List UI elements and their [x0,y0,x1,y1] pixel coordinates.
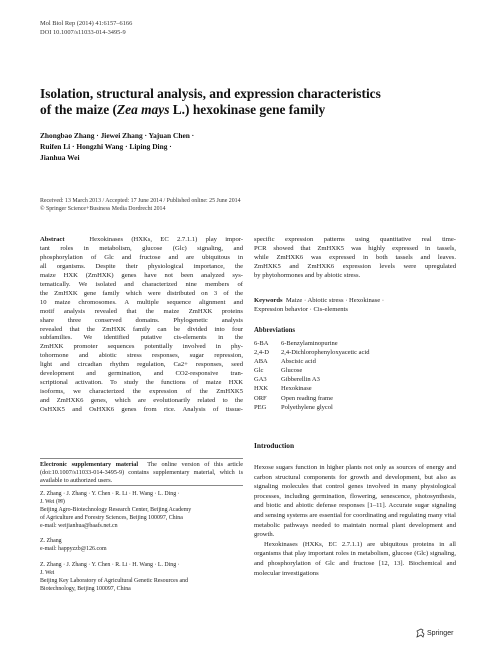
abstract-line: maize HXK (ZmHXK) genes have not been analyzed sys- [40,271,243,279]
authors-line: Zhongbao Zhang · Jiewei Zhang · Yajuan Chen · [40,131,195,140]
abstract-line: and ZmHXK6 genes, which are evolutionarily related to the [40,397,243,405]
abbreviation-row [254,384,369,393]
abbreviation-term: PEG [254,403,267,411]
dates-line: Received: 13 March 2013 / Accepted: 17 June 2014 / Published online: 25 June 2014 [40,198,241,204]
abbreviation-term: GA3 [254,376,267,384]
title-line-1: Isolation, structural analysis, and expression characteristics [40,86,381,101]
abbreviation-row [254,366,369,375]
title-text: of the maize ( [40,102,117,117]
abbreviation-definition: Open reading frame [281,394,333,402]
article-title [40,86,460,118]
abstract-line: light and circadian rhythm regulation, Ca2+ responses, seed [40,361,243,369]
abbreviations-heading: Abbreviations [254,327,296,334]
abstract-line: motif analysis revealed that the maize ZmHXK proteins [40,307,243,315]
abstract-line: subfamilies. We identified putative cis-elements in the [40,334,243,342]
abbreviation-row [254,403,369,412]
abstract-line: tant roles in metabolism, glucose (Glc) signaling, and [40,244,243,252]
keywords-text: Maize · Abiotic stress · Hexokinase · [285,297,385,304]
affiliation-names: J. Wei (✉) [40,498,65,505]
affiliation-institution: Beijing Key Laboratory of Agricultural Genetic Resources and [40,577,189,584]
abbreviation-term: ORF [254,394,267,402]
abstract-line: all organisms. Despite their physiological importance, the [40,262,243,270]
abstract-line: 10 maize chromosomes. A multiple sequence alignment and [40,298,243,306]
introduction-paragraph: Hexokinases (HXKs, EC 2.7.1.1) are ubiquitous proteins in all organisms that play important roles in metabolism, glucose (Glc) signaling, and phosphorylation of Glc and fructose [12, 13]. Biochemical and molecular investigations [254,540,456,577]
abstract-left-column [40,236,243,415]
abstract-line: share three conserved domains. Phylogenetic analysis [40,316,243,324]
abbreviation-row [254,375,369,384]
affiliation-block [40,491,243,531]
journal-citation: Mol Biol Rep (2014) 41:6157–6166 [40,20,133,27]
abbreviation-definition: Polyethylene glycol [281,403,333,411]
abstract-line: tematically. We isolated and characterized nine members of [40,280,243,288]
title-species: Zea mays [116,102,170,117]
springer-horse-icon [416,628,425,638]
abstract-line: scriptional activation. To study the functions of maize HXK [40,379,243,387]
introduction-paragraph: Hexose sugars function in higher plants not only as sources of energy and carbon structural components for growth and development, but also as signaling molecules that control genes involved in many physiological processes, including germination, flowering, senescence, photosynthesis, and biotic and abiotic defense responses [1–11]. Accurate sugar signaling and sensing systems are essential for coordinating and regulating many vital metabolic pathways needed to maintain normal plant development and growth. [254,464,456,539]
abstract-text: Hexokinases (HXKs, EC 2.7.1.1) play impor- [81,236,244,243]
publisher-name: Springer [426,629,454,637]
keywords-label: Keywords [254,297,283,304]
publication-dates [40,197,460,213]
affiliation-names: Z. Zhang · J. Zhang · Y. Chen · R. Li · H. Wang · L. Ding · [40,562,180,568]
abbreviation-definition: Abscisic acid [281,358,316,366]
title-line-2 [40,102,460,118]
keywords-text: Expression behavior · Cis-elements [254,306,348,313]
supplementary-label: Electronic supplementary material [40,461,139,468]
affiliation-names: Z. Zhang [40,538,62,544]
author-list [40,130,340,163]
abstract-line [40,236,243,245]
affiliation-institution: of Agriculture and Forestry Sciences, Beijing 100097, China [40,514,183,521]
abstract-line: PCR showed that ZmHXK5 was highly expressed in tassels, [254,244,456,252]
abbreviation-row [254,339,369,348]
abbreviation-row [254,357,369,366]
abstract-line: revealed that the ZmHXK family can be divided into four [40,325,243,333]
affiliation-block [40,562,243,594]
abstract-line: by phytohormones and by abiotic stress. [254,271,361,279]
abbreviation-row [254,348,369,357]
abstract-right-column [254,236,456,281]
affiliation-block [40,538,243,554]
journal-header [40,20,132,37]
affiliation-institution: Biotechnology, Beijing 100097, China [40,585,131,592]
affiliation-names: J. Wei [40,569,55,576]
affiliation-names: Z. Zhang · J. Zhang · Y. Chen · R. Li · H. Wang · L. Ding · [40,491,180,497]
authors-line: Ruifen Li · Hongzhi Wang · Liping Ding · [40,142,172,151]
abstract-line: ZmHXK5 and ZmHXK6 expression levels were upregulated [254,262,456,270]
keywords-line [254,296,456,305]
abstract-line: while ZmHXK6 was expressed in both tassels and leaves. [254,253,456,261]
abstract-line: the ZmHXK gene family which were distributed on 3 of the [40,289,243,297]
doi-line: DOI 10.1007/s11033-014-3495-9 [40,28,126,36]
affiliation-institution: Beijing Agro-Biotechnology Research Center, Beijing Academy [40,506,192,513]
abbreviations-table [254,339,369,412]
affiliation-email[interactable]: e-mail: happyzzb@126.com [40,545,107,552]
abbreviation-definition: Gibberellin A3 [281,376,320,384]
footnote-rule [40,458,243,459]
supplementary-text: The online version of this article (doi:10.1007/s11033-014-3495-9) contains supplementary material, which is available to authorized users. [40,461,244,485]
abstract-line: ZmHXK promoter sequences potentially involved in phy- [40,343,243,351]
abbreviation-definition: Glucose [281,367,303,375]
abbreviation-definition: Hexokinase [281,385,312,393]
abstract-line: tohormone and abiotic stress responses, sugar repression, [40,352,243,360]
introduction-body [254,463,456,578]
publisher-logo [416,628,453,638]
abstract-line: specific expression patterns using quantitative real time- [254,236,456,243]
abstract-line: OsHXK5 and OsHXK6 genes from rice. Analysis of tissue- [40,406,243,414]
abbreviation-definition: 2,4-Dichlorophenyloxyacetic acid [281,349,370,357]
abbreviation-row [254,394,369,403]
abbreviation-term: Glc [254,367,264,375]
authors-line: Jianhua Wei [40,153,80,162]
affiliation-email[interactable]: e-mail: weijianhua@baafs.net.cn [40,522,118,529]
abstract-line: development and germination, and CO2-responsive tran- [40,370,243,378]
supplementary-note [40,461,243,486]
copyright-line: © Springer Science+Business Media Dordrecht 2014 [40,206,166,212]
abstract-line: phosphorylation of Glc and fructose and are ubiquitous in [40,253,243,261]
abbreviation-term: ABA [254,358,268,366]
abbreviation-term: 2,4-D [254,349,269,357]
abstract-line: isoforms, we characterized the expression of the ZmHXK5 [40,388,243,396]
abbreviation-definition: 6-Benzylaminopurine [281,340,338,347]
title-text: L.) hexokinase gene family [169,102,326,117]
keywords [254,296,456,314]
abbreviation-term: 6-BA [254,340,269,347]
abstract-label: Abstract [40,236,65,243]
introduction-heading: Introduction [254,441,295,450]
footnote-rule [40,485,243,486]
abbreviation-term: HXK [254,385,269,393]
